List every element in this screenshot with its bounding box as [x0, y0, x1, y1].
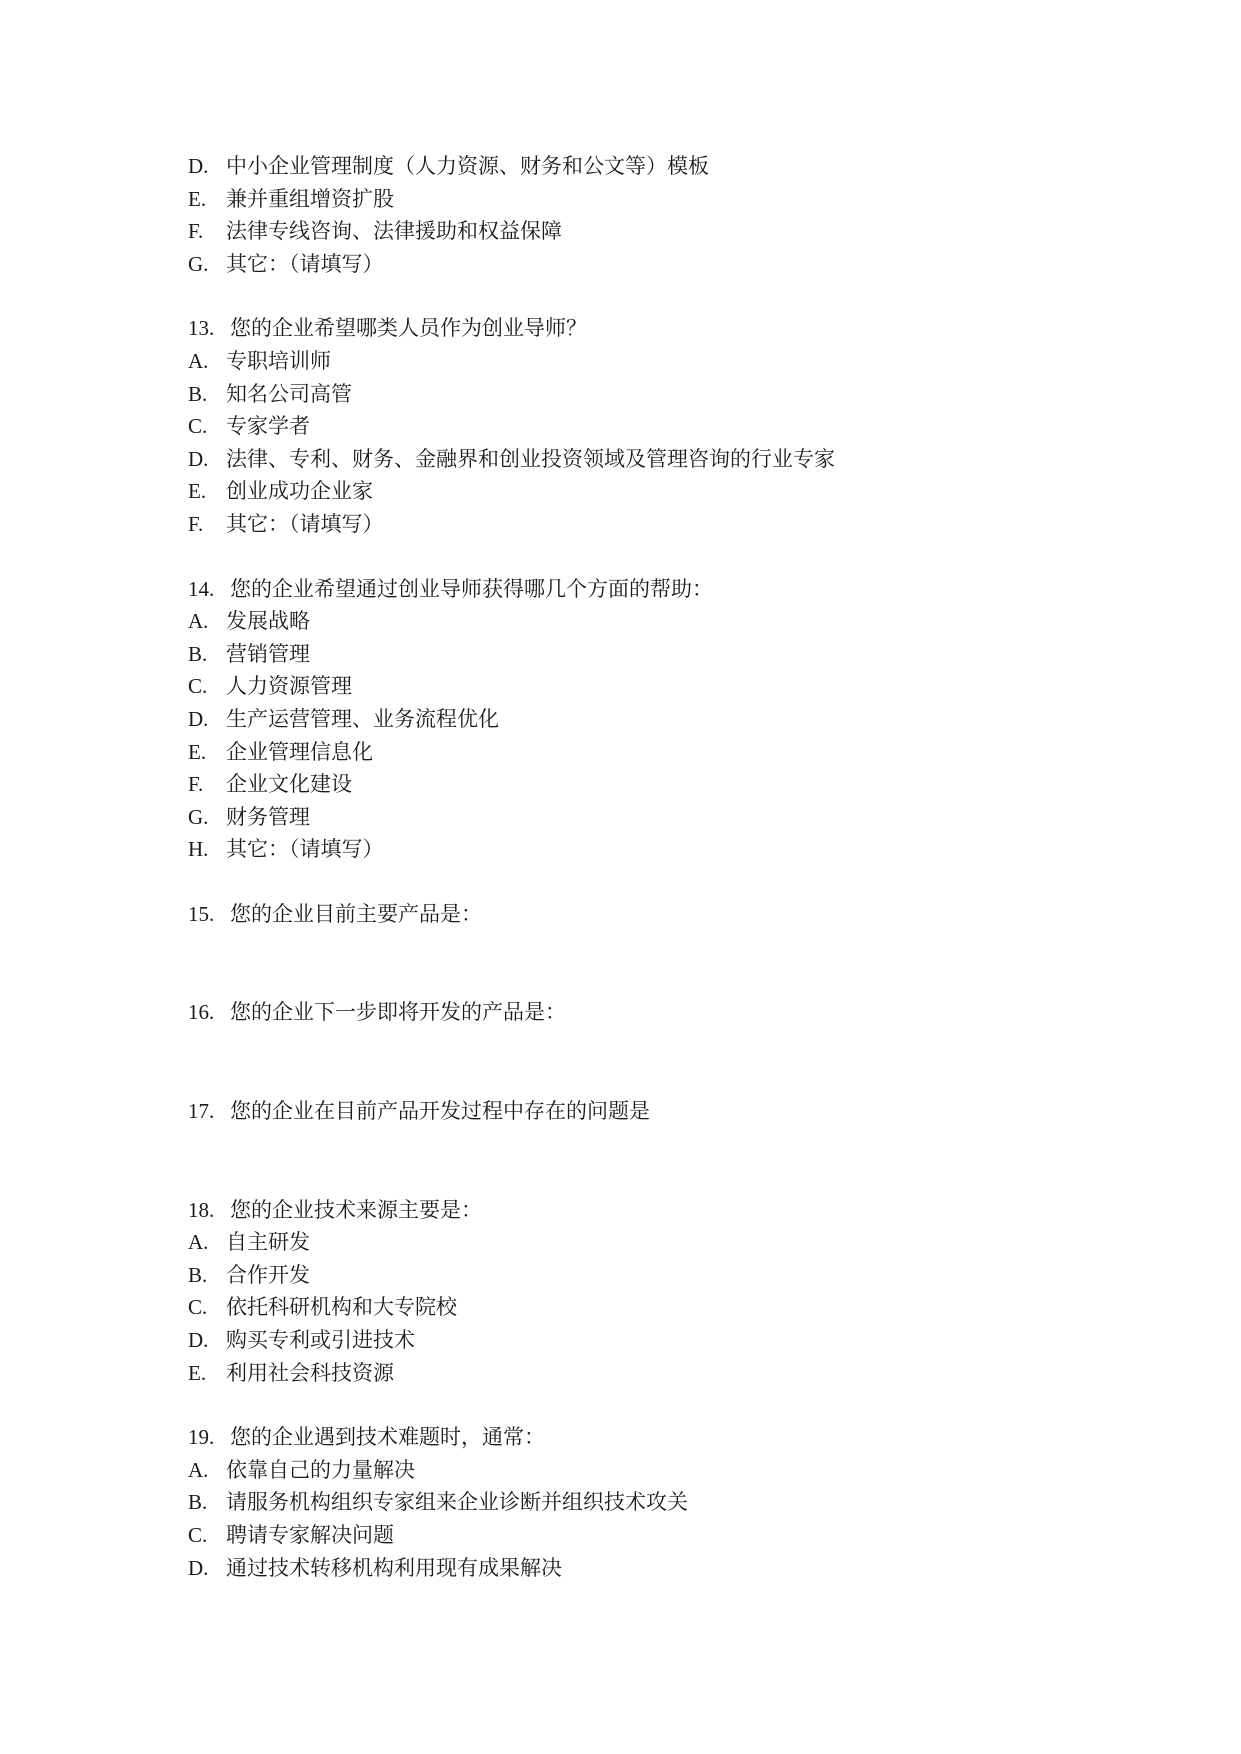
option-text: 其它：（请填写）: [226, 837, 384, 862]
option-item: [188, 248, 1148, 281]
option-item: [188, 1259, 1148, 1292]
option-letter: D.: [188, 1555, 209, 1580]
option-text: 依靠自己的力量解决: [226, 1457, 415, 1482]
option-letter: C.: [188, 1295, 208, 1320]
question-text: 您的企业希望通过创业导师获得哪几个方面的帮助：: [230, 576, 713, 601]
option-item: [188, 768, 1148, 801]
option-item: [188, 833, 1148, 866]
answer-space: [188, 930, 1148, 996]
option-letter: F.: [188, 772, 204, 797]
option-item: [188, 736, 1148, 769]
option-text: 专家学者: [226, 414, 310, 439]
option-text: 利用社会科技资源: [226, 1360, 394, 1385]
option-text: 企业管理信息化: [226, 739, 373, 764]
spacer: [188, 280, 1148, 312]
option-item: [188, 345, 1148, 378]
option-item: [188, 638, 1148, 671]
option-letter: C.: [188, 414, 208, 439]
question-text: 您的企业在目前产品开发过程中存在的问题是: [230, 1099, 650, 1124]
question-title: [188, 573, 1148, 606]
question-title: [188, 996, 1148, 1029]
option-item: [188, 378, 1148, 411]
question-title: [188, 312, 1148, 345]
option-text: 聘请专家解决问题: [226, 1523, 394, 1547]
option-text: 法律专线咨询、法律援助和权益保障: [226, 219, 562, 244]
question-19: [188, 1421, 1148, 1584]
option-letter: A.: [188, 348, 209, 373]
question-text: 您的企业目前主要产品是：: [230, 901, 482, 926]
option-item: [188, 703, 1148, 736]
question-17: [188, 1095, 1148, 1128]
option-text: 生产运营管理、业务流程优化: [226, 706, 499, 731]
option-letter: G.: [188, 804, 209, 829]
option-letter: H.: [188, 837, 209, 862]
option-letter: F.: [188, 219, 204, 244]
option-text: 法律、专利、财务、金融界和创业投资领域及管理咨询的行业专家: [226, 446, 835, 471]
question-number: 17.: [188, 1099, 215, 1124]
option-text: 财务管理: [226, 804, 310, 829]
question-text: 您的企业希望哪类人员作为创业导师？: [230, 316, 587, 341]
option-item: [188, 150, 1148, 183]
option-item: [188, 215, 1148, 248]
option-text: 中小企业管理制度（人力资源、财务和公文等）模板: [226, 154, 709, 178]
option-text: 请服务机构组织专家组来企业诊断并组织技术攻关: [226, 1490, 688, 1515]
question-text: 您的企业技术来源主要是：: [230, 1197, 482, 1222]
option-text: 知名公司高管: [226, 381, 352, 406]
option-item: [188, 475, 1148, 508]
option-item: [188, 1226, 1148, 1259]
question-number: 18.: [188, 1197, 215, 1222]
option-letter: B.: [188, 641, 208, 666]
question-title: [188, 1095, 1148, 1128]
question-title: [188, 1194, 1148, 1227]
question-title: [188, 1421, 1148, 1454]
option-item: [188, 1291, 1148, 1324]
option-text: 兼并重组增资扩股: [226, 186, 394, 211]
option-text: 通过技术转移机构利用现有成果解决: [226, 1555, 562, 1580]
spacer: [188, 541, 1148, 573]
option-letter: G.: [188, 251, 209, 276]
option-item: [188, 801, 1148, 834]
option-item: [188, 410, 1148, 443]
option-letter: D.: [188, 154, 209, 178]
option-item: [188, 670, 1148, 703]
option-item: [188, 1519, 1148, 1552]
question-number: 19.: [188, 1425, 215, 1450]
option-text: 合作开发: [226, 1262, 310, 1287]
question-number: 16.: [188, 1000, 215, 1025]
option-item: [188, 1357, 1148, 1390]
answer-space: [188, 1029, 1148, 1095]
question-16: [188, 996, 1148, 1029]
option-item: [188, 1454, 1148, 1487]
option-letter: D.: [188, 1328, 209, 1353]
option-letter: E.: [188, 1360, 207, 1385]
question-title: [188, 898, 1148, 931]
question-number: 14.: [188, 576, 215, 601]
option-item: [188, 443, 1148, 476]
question-18: [188, 1194, 1148, 1390]
option-letter: D.: [188, 446, 209, 471]
option-letter: E.: [188, 479, 207, 504]
option-text: 依托科研机构和大专院校: [226, 1295, 457, 1320]
option-text: 自主研发: [226, 1230, 310, 1255]
option-text: 专职培训师: [226, 348, 331, 373]
option-letter: C.: [188, 674, 208, 699]
option-letter: A.: [188, 1457, 209, 1482]
option-text: 人力资源管理: [226, 674, 352, 699]
question-text: 您的企业遇到技术难题时，通常：: [230, 1425, 545, 1450]
option-letter: C.: [188, 1523, 208, 1547]
option-letter: E.: [188, 739, 207, 764]
question-13: [188, 312, 1148, 540]
question-14: [188, 573, 1148, 866]
option-text: 购买专利或引进技术: [226, 1328, 415, 1353]
option-text: 营销管理: [226, 641, 310, 666]
question-15: [188, 898, 1148, 931]
option-text: 企业文化建设: [226, 772, 352, 797]
option-item: [188, 605, 1148, 638]
spacer: [188, 866, 1148, 898]
option-text: 创业成功企业家: [226, 479, 373, 504]
option-item: [188, 1486, 1148, 1519]
option-item: [188, 183, 1148, 216]
option-letter: B.: [188, 1490, 208, 1515]
answer-space: [188, 1128, 1148, 1194]
question-number: 13.: [188, 316, 215, 341]
option-letter: F.: [188, 511, 204, 536]
option-text: 发展战略: [226, 609, 310, 634]
continued-option-list: [188, 150, 1148, 280]
option-item: [188, 508, 1148, 541]
option-text: 其它：（请填写）: [226, 511, 384, 536]
spacer: [188, 1389, 1148, 1421]
questionnaire-body: [188, 150, 1148, 1584]
option-letter: B.: [188, 381, 208, 406]
option-item: [188, 1324, 1148, 1357]
question-number: 15.: [188, 901, 215, 926]
question-text: 您的企业下一步即将开发的产品是：: [230, 1000, 566, 1025]
option-item: [188, 1552, 1148, 1585]
option-text: 其它：（请填写）: [226, 251, 384, 276]
option-letter: E.: [188, 186, 207, 211]
option-letter: B.: [188, 1262, 208, 1287]
option-letter: D.: [188, 706, 209, 731]
option-letter: A.: [188, 609, 209, 634]
option-letter: A.: [188, 1230, 209, 1255]
